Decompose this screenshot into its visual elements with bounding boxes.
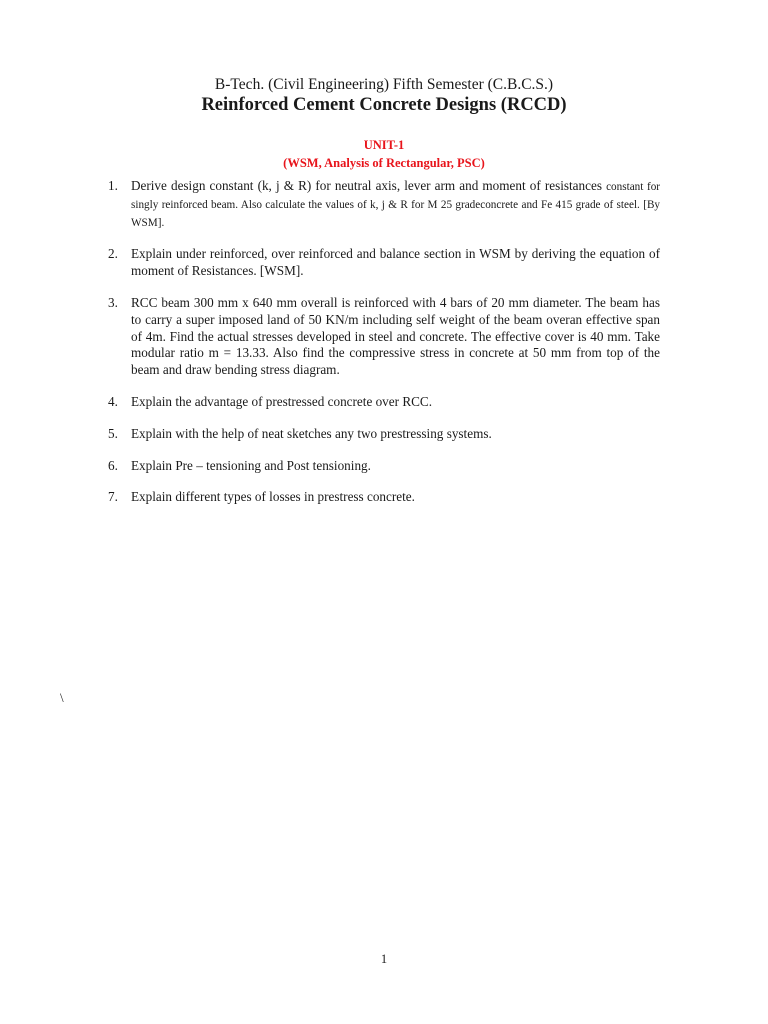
question-text: Explain different types of losses in prestress concrete. (131, 489, 415, 505)
question-text: Explain with the help of neat sketches any two prestressing systems. (131, 425, 492, 441)
unit-topics: (WSM, Analysis of Rectangular, PSC) (283, 156, 485, 170)
question-number: 1. (108, 178, 118, 193)
question-item (108, 178, 660, 231)
page-number: 1 (380, 952, 388, 966)
document-title: Reinforced Cement Concrete Designs (RCCD) (201, 95, 567, 115)
stray-mark: \ (60, 690, 64, 705)
question-text: RCC beam 300 mm x 640 mm overall is reinforced with 4 bars of 20 mm diameter. The beam has to carry a super imposed land of 50 KN/m including self weight of the beam overan effective span of 4m. Find the actual stresses developed in steel and concrete. The effective cover is 40 mm. Take modular ratio m = 13.33. Also find the compressive stress in concrete at 50 mm from top of the beam and draw bending stress diagram. (131, 294, 660, 378)
question-number: 3. (108, 294, 118, 310)
question-item (108, 458, 660, 475)
question-item (108, 394, 660, 411)
question-text: Explain Pre – tensioning and Post tensioning. (131, 457, 371, 473)
question-text: Explain under reinforced, over reinforced and balance section in WSM by deriving the equation of moment of Resistances. [WSM]. (131, 246, 660, 279)
question-text: Derive design constant (k, j & R) for neutral axis, lever arm and moment of resistances (131, 178, 602, 193)
course-header: B-Tech. (Civil Engineering) Fifth Semester (C.B.C.S.) (214, 76, 554, 93)
question-item (108, 426, 660, 443)
question-list (108, 178, 660, 521)
question-item (108, 489, 660, 506)
question-number: 6. (108, 457, 118, 473)
question-number: 5. (108, 425, 118, 441)
question-item (108, 295, 660, 379)
unit-label: UNIT-1 (363, 138, 405, 152)
question-number: 4. (108, 393, 118, 409)
question-number: 7. (108, 489, 118, 505)
question-text-continuation: constant for singly reinforced beam. Also calculate the values of k, j & R for M 25 gradeconcrete and Fe 415 grade of steel. [By WSM]. (131, 181, 661, 229)
question-number: 2. (108, 246, 118, 262)
question-text: Explain the advantage of prestressed concrete over RCC. (131, 393, 433, 409)
question-item (108, 246, 660, 280)
